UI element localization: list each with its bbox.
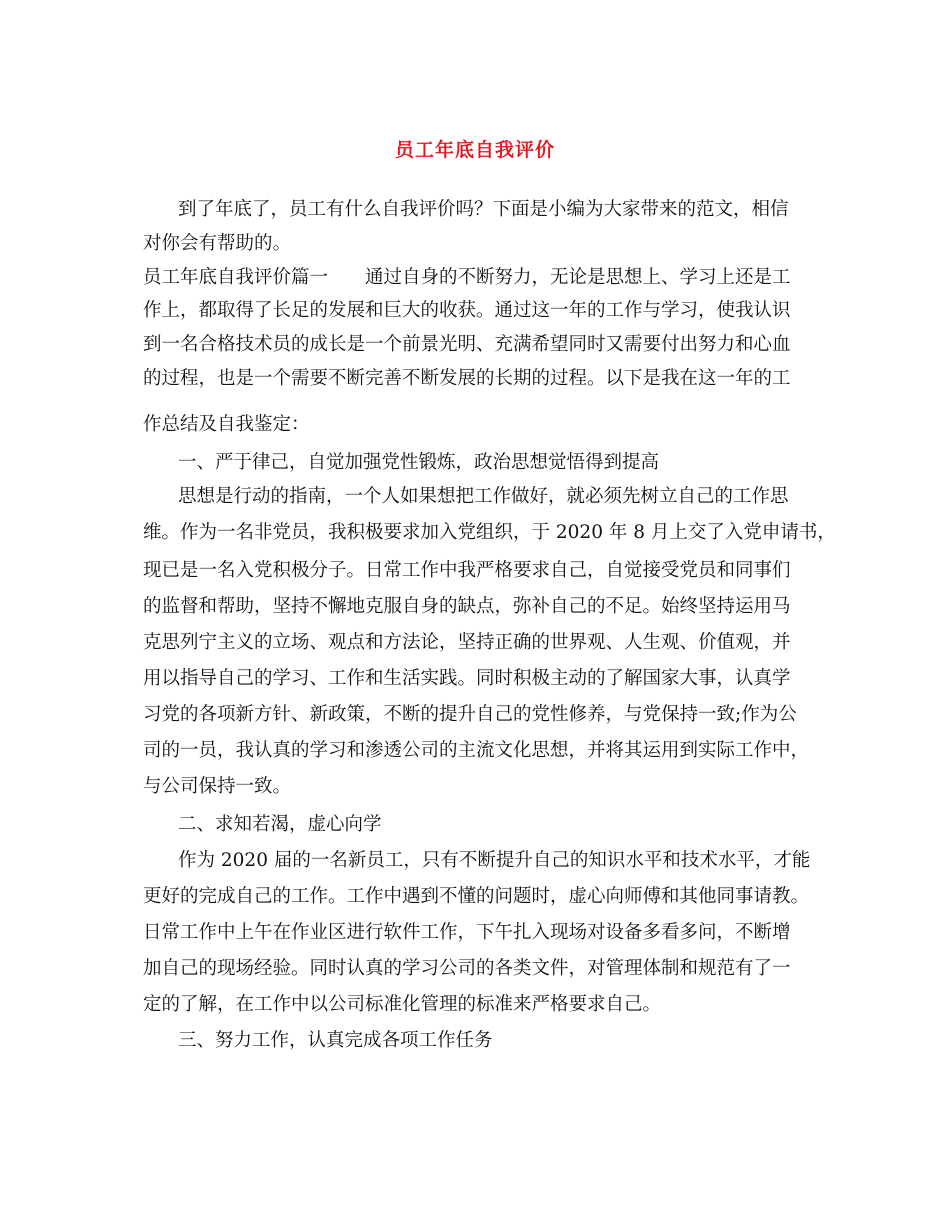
section-heading: 一、严于律己，自觉加强党性锻炼，政治思想觉悟得到提高 — [178, 452, 660, 473]
paragraph-line: 到一名合格技术员的成长是一个前景光明、充满希望同时又需要付出努力和心血 — [143, 334, 791, 355]
document-title: 员工年底自我评价 — [394, 139, 555, 161]
paragraph-line: 习党的各项新方针、新政策，不断的提升自己的党性修养，与党保持一致;作为公 — [143, 704, 797, 725]
paragraph-line: 克思列宁主义的立场、观点和方法论，坚持正确的世界观、人生观、价值观，并 — [143, 632, 791, 653]
paragraph-line: 日常工作中上午在作业区进行软件工作，下午扎入现场对设备多看多问，不断增 — [143, 922, 791, 943]
paragraph-line: 作上，都取得了长足的发展和巨大的收获。通过这一年的工作与学习，使我认识 — [143, 300, 791, 321]
section-heading: 二、求知若渴，虚心向学 — [178, 814, 382, 835]
paragraph-line: 作为 2020 届的一名新员工，只有不断提升自己的知识水平和技术水平，才能 — [178, 850, 811, 871]
paragraph-line: 与公司保持一致。 — [143, 776, 292, 797]
paragraph-line: 到了年底了，员工有什么自我评价吗？下面是小编为大家带来的范文，相信 — [178, 199, 789, 220]
section-heading: 三、努力工作，认真完成各项工作任务 — [178, 1030, 493, 1051]
paragraph-line: 思想是行动的指南，一个人如果想把工作做好，就必须先树立自己的工作思 — [178, 486, 789, 507]
paragraph-line: 对你会有帮助的。 — [143, 233, 292, 254]
paragraph-line: 作总结及自我鉴定： — [143, 414, 310, 435]
paragraph-line: 员工年底自我评价篇一 通过自身的不断努力，无论是思想上、学习上还是工 — [143, 267, 791, 288]
paragraph-line: 的过程，也是一个需要不断完善不断发展的长期的过程。以下是我在这一年的工 — [143, 368, 791, 389]
paragraph-line: 用以指导自己的学习、工作和生活实践。同时积极主动的了解国家大事，认真学 — [143, 668, 791, 689]
paragraph-line: 维。作为一名非党员，我积极要求加入党组织，于 2020 年 8 月上交了入党申请书， — [143, 522, 836, 543]
paragraph-line: 的监督和帮助，坚持不懈地克服自身的缺点，弥补自己的不足。始终坚持运用马 — [143, 596, 791, 617]
paragraph-line: 更好的完成自己的工作。工作中遇到不懂的问题时，虚心向师傅和其他同事请教。 — [143, 886, 810, 907]
paragraph-line: 加自己的现场经验。同时认真的学习公司的各类文件，对管理体制和规范有了一 — [143, 958, 791, 979]
paragraph-line: 定的了解，在工作中以公司标准化管理的标准来严格要求自己。 — [143, 994, 662, 1015]
paragraph-line: 现已是一名入党积极分子。日常工作中我严格要求自己，自觉接受党员和同事们 — [143, 560, 791, 581]
paragraph-line: 司的一员，我认真的学习和渗透公司的主流文化思想，并将其运用到实际工作中， — [143, 740, 810, 761]
